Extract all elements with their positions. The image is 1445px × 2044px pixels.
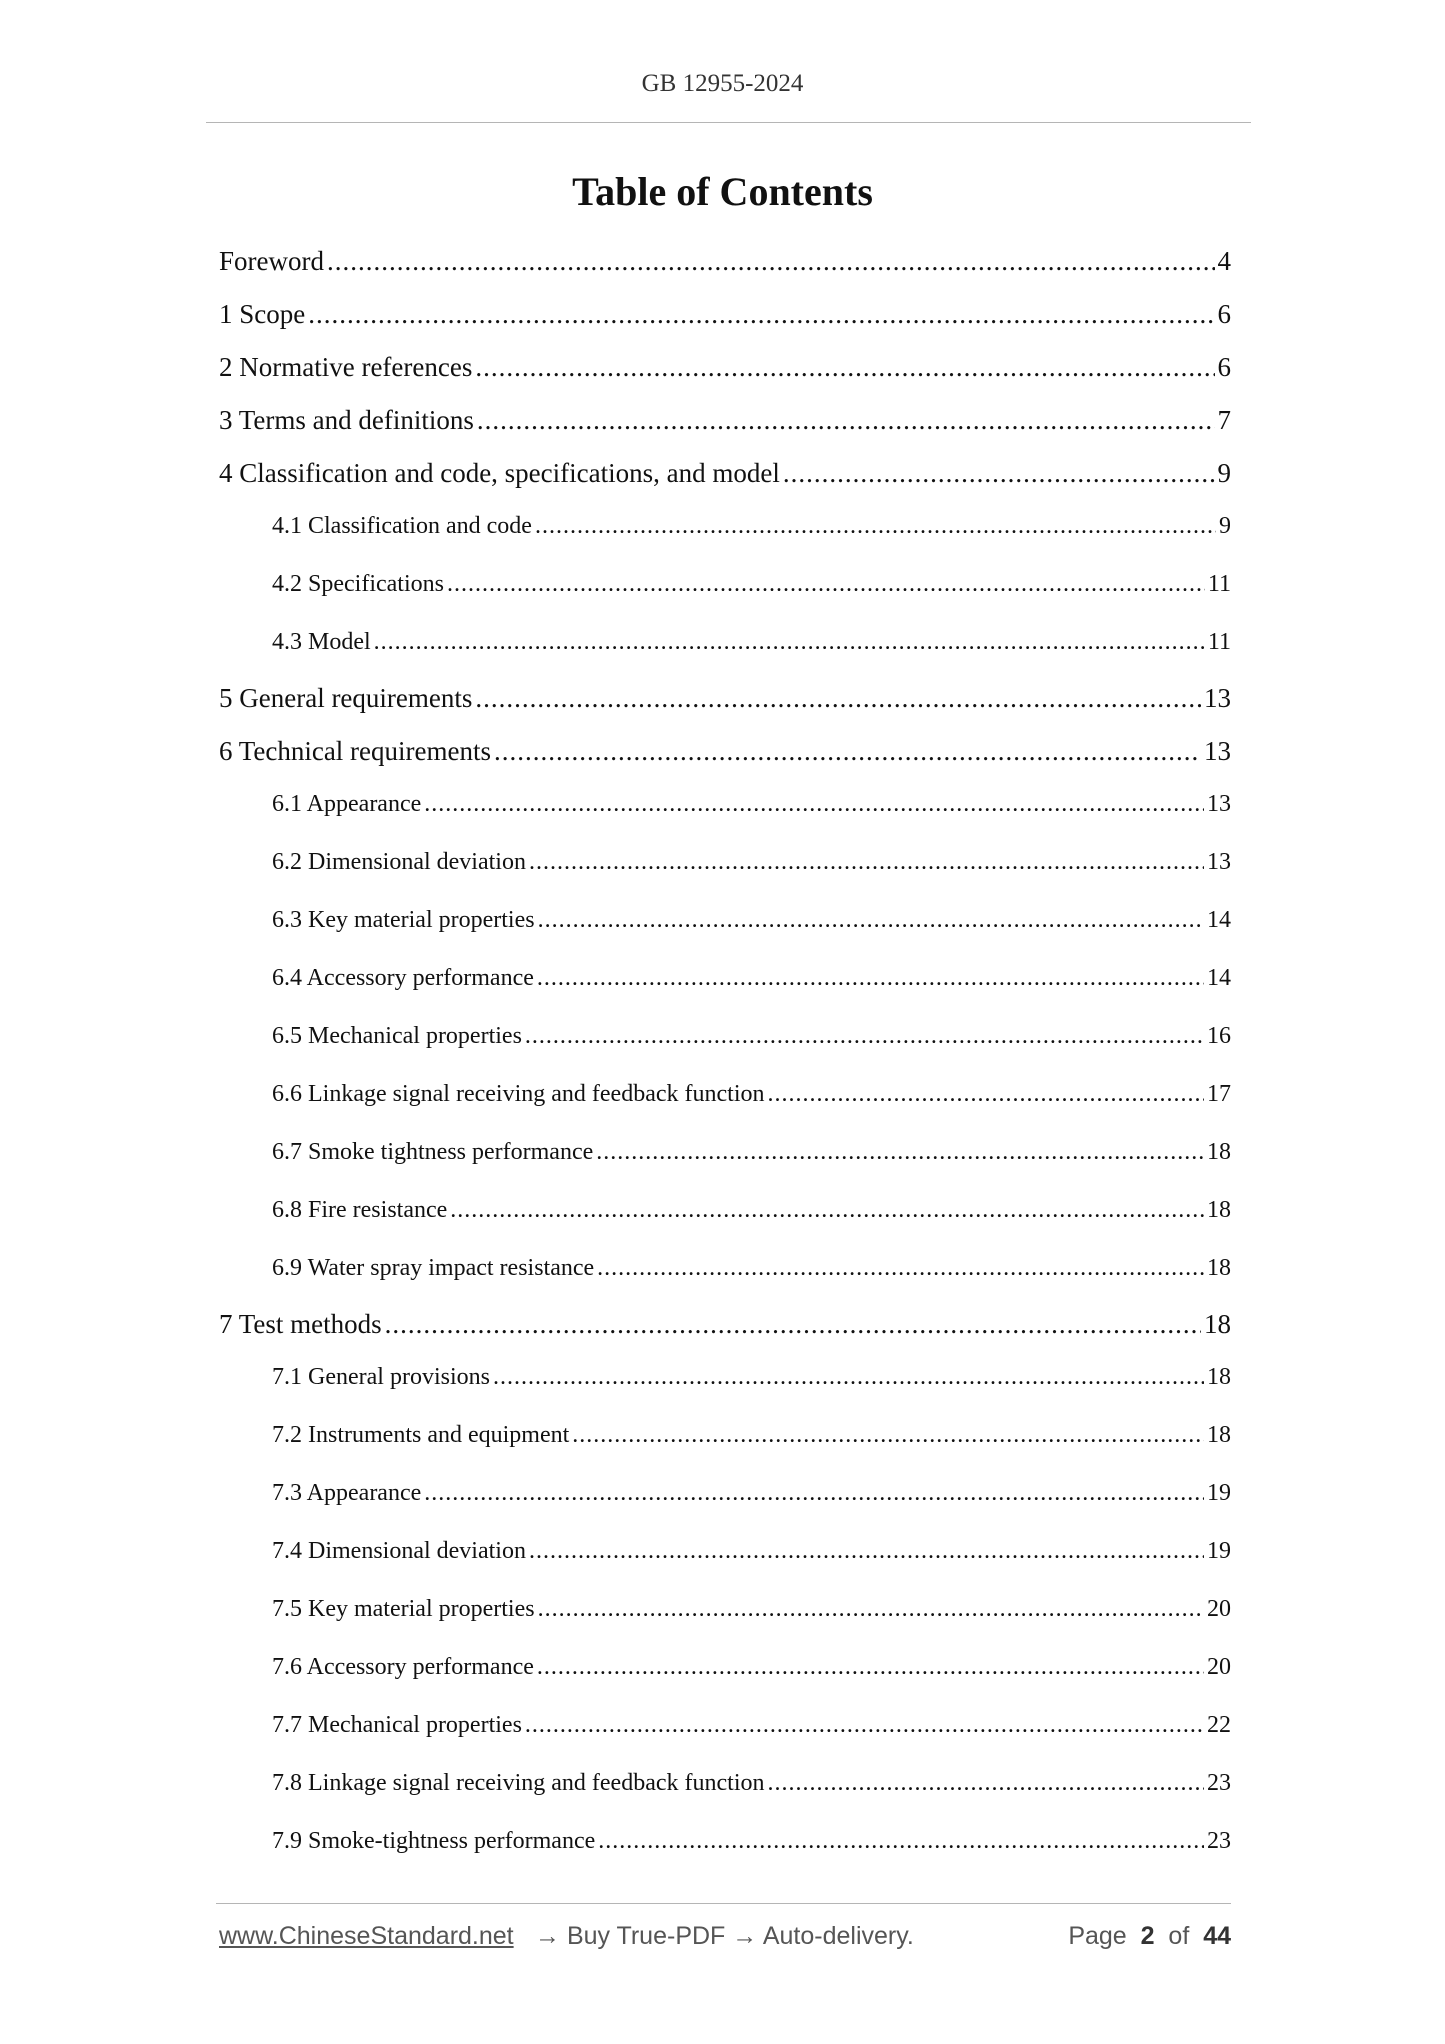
toc-dot-leader [767,1081,1204,1108]
toc-entry[interactable] [272,1081,1231,1108]
toc-entry-page-number: 17 [1207,1081,1231,1107]
toc-entry-page-number: 22 [1207,1712,1231,1738]
toc-entry-page-number: 23 [1207,1828,1231,1854]
toc-dot-leader [597,1255,1204,1282]
toc-entry-page-number: 13 [1207,849,1231,875]
toc-entry-page-number: 13 [1207,791,1231,817]
toc-entry[interactable] [272,1023,1231,1050]
toc-entry-page-number: 6 [1217,299,1231,329]
toc-dot-leader [767,1770,1204,1797]
page-title: Table of Contents [572,169,873,214]
toc-entry[interactable] [272,513,1231,540]
toc-entry[interactable] [272,1712,1231,1739]
toc-entry[interactable] [272,849,1231,876]
toc-entry[interactable] [272,1828,1231,1855]
toc-entry-page-number: 13 [1204,736,1231,766]
toc-entry-page-number: 18 [1207,1139,1231,1165]
toc-dot-leader [308,299,1214,330]
toc-entry[interactable] [272,965,1231,992]
toc-dot-leader [477,405,1215,436]
toc-dot-leader [535,513,1216,540]
toc-dot-leader [450,1197,1204,1224]
toc-entry-label: 6.7 Smoke tightness performance [272,1139,594,1165]
toc-dot-leader [424,1480,1204,1507]
toc-entry[interactable] [272,1422,1231,1449]
toc-entry-label: 7.1 General provisions [272,1364,490,1390]
toc-dot-leader [537,1654,1204,1681]
toc-entry[interactable] [272,907,1231,934]
toc-entry[interactable] [272,1364,1231,1391]
toc-entry-page-number: 6 [1217,352,1231,382]
total-pages-number: 44 [1203,1922,1231,1950]
toc-entry-label: 2 Normative references [219,352,473,382]
toc-entry[interactable] [219,1309,1231,1340]
toc-dot-leader [596,1139,1204,1166]
toc-dot-leader [525,1712,1204,1739]
toc-entry[interactable] [272,1596,1231,1623]
toc-entry-label: 6.8 Fire resistance [272,1197,448,1223]
toc-dot-leader [327,246,1215,277]
toc-entry-page-number: 23 [1207,1770,1231,1796]
toc-entry-label: 4 Classification and code, specifications, and model [219,458,780,488]
toc-entry[interactable] [219,683,1231,714]
toc-dot-leader [783,458,1215,489]
toc-entry-label: 7.9 Smoke-tightness performance [272,1828,596,1854]
toc-dot-leader [475,683,1201,714]
toc-entry-label: 4.1 Classification and code [272,513,532,539]
toc-entry[interactable] [219,458,1231,489]
toc-entry-label: 6 Technical requirements [219,736,492,766]
toc-entry-label: 7.7 Mechanical properties [272,1712,522,1738]
toc-dot-leader [447,571,1205,598]
toc-entry-page-number: 9 [1219,513,1231,539]
toc-dot-leader [493,1364,1204,1391]
website-link[interactable]: www.ChineseStandard.net [219,1922,514,1950]
toc-entry-page-number: 16 [1207,1023,1231,1049]
toc-entry[interactable] [272,1480,1231,1507]
toc-entry-label: 6.3 Key material properties [272,907,535,933]
page-footer [219,1922,1231,1958]
toc-entry-page-number: 11 [1207,629,1231,655]
toc-entry[interactable] [272,791,1231,818]
toc-entry-label: 7.3 Appearance [272,1480,422,1506]
toc-entry-page-number: 18 [1207,1255,1231,1281]
toc-entry[interactable] [219,352,1231,383]
toc-entry-page-number: 20 [1207,1654,1231,1680]
toc-dot-leader [494,736,1201,767]
footer-promo-text: → Buy True-PDF → Auto-delivery. [535,1922,914,1950]
toc-entry-label: 6.1 Appearance [272,791,422,817]
page-counter [1068,1922,1231,1951]
toc-entry[interactable] [272,571,1231,598]
toc-entry-page-number: 11 [1207,571,1231,597]
toc-dot-leader [572,1422,1204,1449]
toc-entry-label: 6.2 Dimensional deviation [272,849,526,875]
toc-entry-label: 6.5 Mechanical properties [272,1023,522,1049]
toc-entry-label: 6.9 Water spray impact resistance [272,1255,595,1281]
page-label: Page [1068,1922,1127,1950]
toc-dot-leader [475,352,1214,383]
toc-dot-leader [598,1828,1204,1855]
toc-entry-page-number: 13 [1204,683,1231,713]
toc-entry-page-number: 18 [1207,1422,1231,1448]
toc-entry[interactable] [272,1139,1231,1166]
toc-entry-label: 5 General requirements [219,683,473,713]
toc-entry-label: 7.5 Key material properties [272,1596,535,1622]
toc-entry-page-number: 14 [1207,907,1231,933]
toc-dot-leader [537,965,1204,992]
toc-entry[interactable] [272,1197,1231,1224]
toc-entry-label: 1 Scope [219,299,306,329]
toc-dot-leader [424,791,1204,818]
toc-dot-leader [525,1023,1204,1050]
toc-entry[interactable] [272,1538,1231,1565]
toc-dot-leader [538,907,1204,934]
current-page-number: 2 [1140,1922,1155,1950]
toc-entry[interactable] [219,405,1231,436]
toc-entry-page-number: 18 [1204,1309,1231,1339]
toc-entry-page-number: 18 [1207,1364,1231,1390]
toc-entry-label: 7.4 Dimensional deviation [272,1538,526,1564]
of-label: of [1168,1922,1190,1950]
toc-entry[interactable] [272,629,1231,656]
toc-entry-label: Foreword [219,246,324,276]
toc-dot-leader [385,1309,1201,1340]
toc-entry-page-number: 18 [1207,1197,1231,1223]
toc-entry[interactable] [219,246,1231,277]
toc-entry-label: 4.2 Specifications [272,571,444,597]
toc-entry-page-number: 20 [1207,1596,1231,1622]
toc-dot-leader [538,1596,1204,1623]
toc-dot-leader [529,1538,1204,1565]
toc-entry-page-number: 9 [1217,458,1231,488]
toc-entry-page-number: 19 [1207,1538,1231,1564]
toc-entry-label: 6.4 Accessory performance [272,965,534,991]
toc-dot-leader [529,849,1204,876]
footer-divider [216,1903,1231,1904]
toc-dot-leader [374,629,1205,656]
toc-entry-page-number: 4 [1217,246,1231,276]
toc-entry-label: 7.8 Linkage signal receiving and feedback function [272,1770,765,1796]
toc-entry[interactable] [219,736,1231,767]
toc-entry[interactable] [272,1255,1231,1282]
toc-entry-label: 6.6 Linkage signal receiving and feedback function [272,1081,765,1107]
document-header: GB 12955-2024 [641,70,804,97]
toc-entry[interactable] [272,1770,1231,1797]
toc-entry-page-number: 19 [1207,1480,1231,1506]
toc-entry-label: 7.6 Accessory performance [272,1654,534,1680]
toc-entry[interactable] [219,299,1231,330]
toc-entry-page-number: 14 [1207,965,1231,991]
toc-entry[interactable] [272,1654,1231,1681]
toc-entry-label: 3 Terms and definitions [219,405,474,435]
toc-entry-page-number: 7 [1217,405,1231,435]
toc-entry-label: 7.2 Instruments and equipment [272,1422,570,1448]
toc-entry-label: 7 Test methods [219,1309,382,1339]
toc-entry-label: 4.3 Model [272,629,371,655]
